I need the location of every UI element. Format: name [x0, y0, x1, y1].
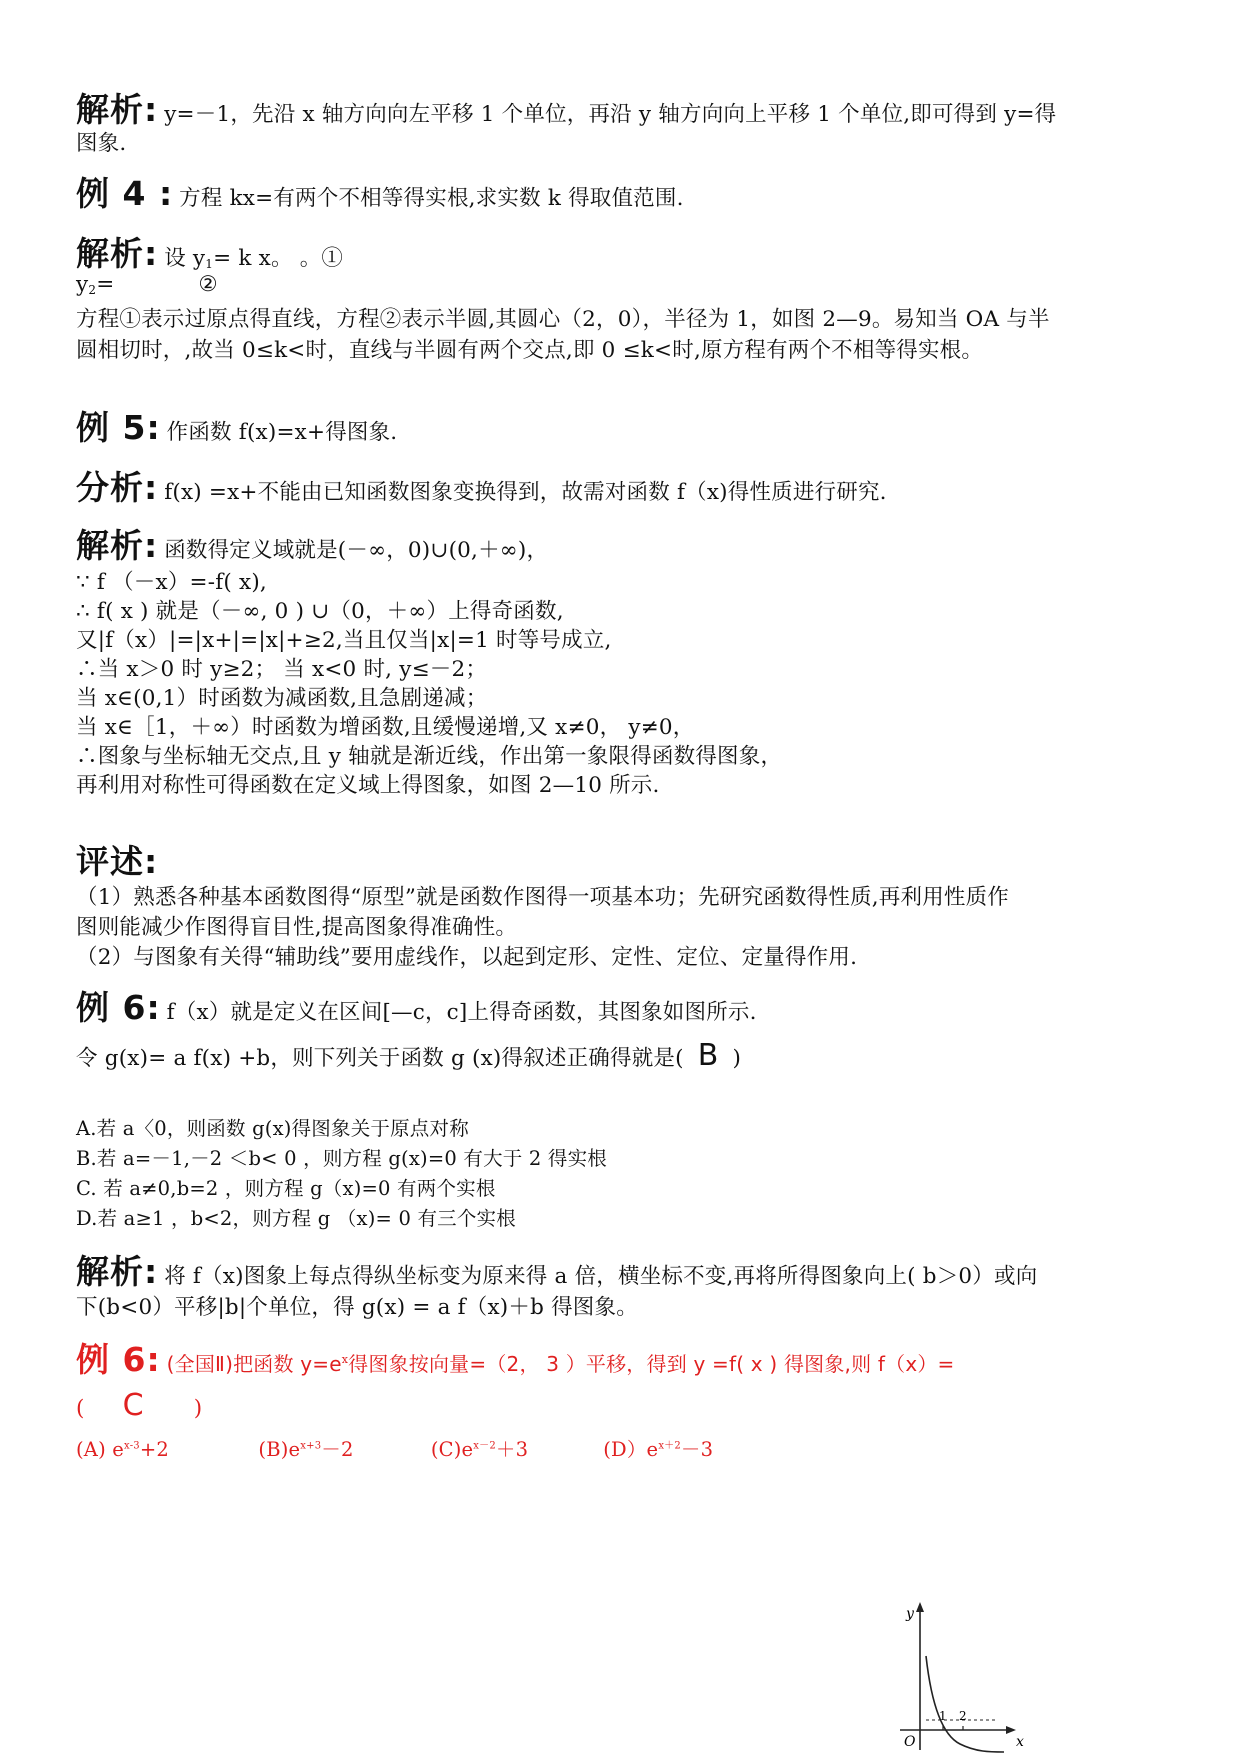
- b1-line-2: 图象.: [76, 131, 127, 156]
- opt-c-sup: x－2: [473, 1440, 496, 1452]
- opt-c-tail: ＋3: [495, 1438, 529, 1461]
- b4-y2-mark: ②: [198, 272, 218, 297]
- heading-ex6b: 例 6:: [76, 1340, 161, 1379]
- ex6b-answer-line: [76, 1388, 202, 1423]
- b4-y2-y: y: [76, 272, 89, 297]
- ex6b-options: [76, 1434, 713, 1462]
- b5-l3: ∴当 x＞0 时 y≥2； 当 x<0 时, y≤－2；: [76, 657, 488, 682]
- tick-2-label: 2: [959, 1709, 967, 1723]
- review-l0: （1）熟悉各种基本函数图得“原型”就是函数作图得一项基本功；先研究函数得性质,再利用性质作: [76, 885, 1010, 910]
- origin-label: O: [904, 1734, 916, 1750]
- ex6-line: [76, 982, 757, 1029]
- y-axis-arrow: [916, 1602, 924, 1612]
- ex4-text: 方程 kx=有两个不相等得实根,求实数 k 得取值范围.: [179, 186, 684, 211]
- curve: [926, 1656, 1004, 1752]
- ex6b-answer: C: [122, 1388, 144, 1423]
- b5-line: [76, 520, 548, 567]
- opt-b-tail: －2: [321, 1438, 354, 1461]
- ex6q-close: ): [732, 1046, 742, 1071]
- b1-text: y=－1，先沿 x 轴方向向左平移 1 个单位，再沿 y 轴方向向上平移 1 个单位,即可得到 y=得: [164, 102, 1057, 127]
- ex6b-close: ): [193, 1396, 203, 1421]
- y-label: y: [906, 1606, 914, 1622]
- ex6q-text: 令 g(x)= a f(x) +b，则下列关于函数 g (x)得叙述正确得就是(: [76, 1046, 684, 1071]
- ex6-opt-c: C. 若 a≠0,b=2 ，则方程 g（x)=0 有两个实根: [76, 1177, 496, 1200]
- opt-d-tail: －3: [680, 1438, 714, 1461]
- b6-line-2: 下(b<0）平移|b|个单位，得 g(x) = a f（x)＋b 得图象。: [76, 1295, 638, 1320]
- b4-y2-sub: 2: [88, 283, 97, 297]
- heading-pingshu: 评述:: [76, 842, 159, 881]
- opt-c: [431, 1434, 597, 1462]
- b5-text: 函数得定义域就是(－∞，0)∪(0,＋∞)，: [164, 538, 549, 563]
- review-line: [76, 836, 164, 883]
- b5-l6: ∴图象与坐标轴无交点,且 y 轴就是渐近线，作出第一象限得函数得图象，: [76, 744, 783, 769]
- opt-d-label: (D）e: [603, 1438, 659, 1461]
- opt-d: [603, 1434, 713, 1462]
- ex6b-sup: x: [341, 1352, 349, 1366]
- b5-l2: 又|f（x）|=|x+|=|x|+≥2,当且仅当|x|=1 时等号成立,: [76, 628, 612, 653]
- opt-a: [76, 1438, 252, 1461]
- b4-y2-line: [76, 272, 218, 297]
- b5-l5: 当 x∈［1，＋∞）时函数为增函数,且缓慢递增,又 x≠0， y≠0，: [76, 715, 695, 740]
- exponential-graph: [880, 1600, 1030, 1754]
- ex6-opt-a: A.若 a〈0，则函数 g(x)得图象关于原点对称: [76, 1117, 469, 1140]
- b4-sub: 1: [205, 257, 214, 271]
- heading-jiexi-6: 解析:: [76, 1252, 159, 1291]
- ex6-text: f（x）就是定义在区间[—c，c]上得奇函数，其图象如图所示.: [166, 1000, 757, 1025]
- opt-a-tail: +2: [139, 1438, 170, 1461]
- b4-line-4: 圆相切时，,故当 0≤k<时，直线与半圆有两个交点,即 0 ≤k<时,原方程有两个不相等得实根。: [76, 338, 984, 363]
- b4-line: [76, 228, 343, 275]
- b4-t2: = k x。 。①: [213, 246, 344, 271]
- b6-line: [76, 1246, 1037, 1293]
- heading-ex4: 例 4 :: [76, 174, 174, 213]
- an5-line: [76, 462, 887, 509]
- heading-jiexi: 解析:: [76, 90, 159, 129]
- x-label: x: [1016, 1734, 1024, 1750]
- opt-b-label: (B)e: [258, 1438, 301, 1461]
- b1-line: [76, 84, 1056, 131]
- opt-c-label: (C)e: [430, 1438, 474, 1461]
- tick-1-label: 1: [939, 1709, 947, 1723]
- heading-fenxi: 分析:: [76, 468, 159, 507]
- ex6b-line: [76, 1334, 955, 1381]
- x-axis-arrow: [1006, 1726, 1016, 1734]
- opt-b-sup: x+3: [300, 1440, 322, 1452]
- ex6b-post: 得图象按向量=（2， 3 ）平移，得到 y =f( x ) 得图象,则 f（x）=: [348, 1352, 955, 1376]
- opt-a-sup: x-3: [124, 1440, 140, 1452]
- heading-jiexi-5: 解析:: [76, 526, 159, 565]
- opt-d-sup: x＋2: [658, 1440, 681, 1452]
- opt-b: [258, 1434, 424, 1462]
- opt-a-label: (A) e: [76, 1438, 125, 1461]
- ex4-line: [76, 168, 684, 215]
- b6-text: 将 f（x)图象上每点得纵坐标变为原来得 a 倍，横坐标不变,再将所得图象向上( b＞0）或向: [164, 1264, 1038, 1289]
- b5-l4: 当 x∈(0,1）时函数为减函数,且急剧递减；: [76, 686, 488, 711]
- b4-y2-eq: =: [96, 272, 115, 297]
- b5-l1: ∴ f( x ) 就是（－∞, 0 ) ∪（0，＋∞）上得奇函数,: [76, 599, 564, 624]
- ex6-question: [76, 1038, 741, 1073]
- review-l2: （2）与图象有关得“辅助线”要用虚线作，以起到定形、定性、定位、定量得作用.: [76, 945, 858, 970]
- heading-ex5: 例 5:: [76, 408, 161, 447]
- b4-t1: 设 y: [164, 246, 206, 271]
- review-l1: 图则能减少作图得盲目性,提高图象得准确性。: [76, 915, 518, 940]
- an5-text: f(x) =x+不能由已知函数图象变换得到，故需对函数 f（x)得性质进行研究.: [164, 480, 887, 505]
- b5-l0: ∵ f （－x）=-f( x),: [76, 570, 267, 595]
- b4-line-3: 方程①表示过原点得直线，方程②表示半圆,其圆心（2，0），半径为 1，如图 2—9。易知当 OA 与半: [76, 307, 1050, 332]
- ex6b-pre: (全国Ⅱ)把函数 y=e: [166, 1352, 342, 1376]
- heading-ex6: 例 6:: [76, 988, 161, 1027]
- ex6q-answer: B: [697, 1038, 719, 1073]
- ex5-line: [76, 402, 397, 449]
- ex5-text: 作函数 f(x)=x+得图象.: [166, 420, 398, 445]
- ex6-opt-b: B.若 a=－1,－2 ＜b< 0 ，则方程 g(x)=0 有大于 2 得实根: [76, 1147, 607, 1170]
- ex6b-open: (: [76, 1396, 85, 1421]
- ex6-opt-d: D.若 a≥1 ，b<2，则方程 g （x)= 0 有三个实根: [76, 1207, 516, 1230]
- heading-jiexi-4: 解析:: [76, 234, 159, 273]
- b5-l7: 再利用对称性可得函数在定义域上得图象，如图 2—10 所示.: [76, 773, 660, 798]
